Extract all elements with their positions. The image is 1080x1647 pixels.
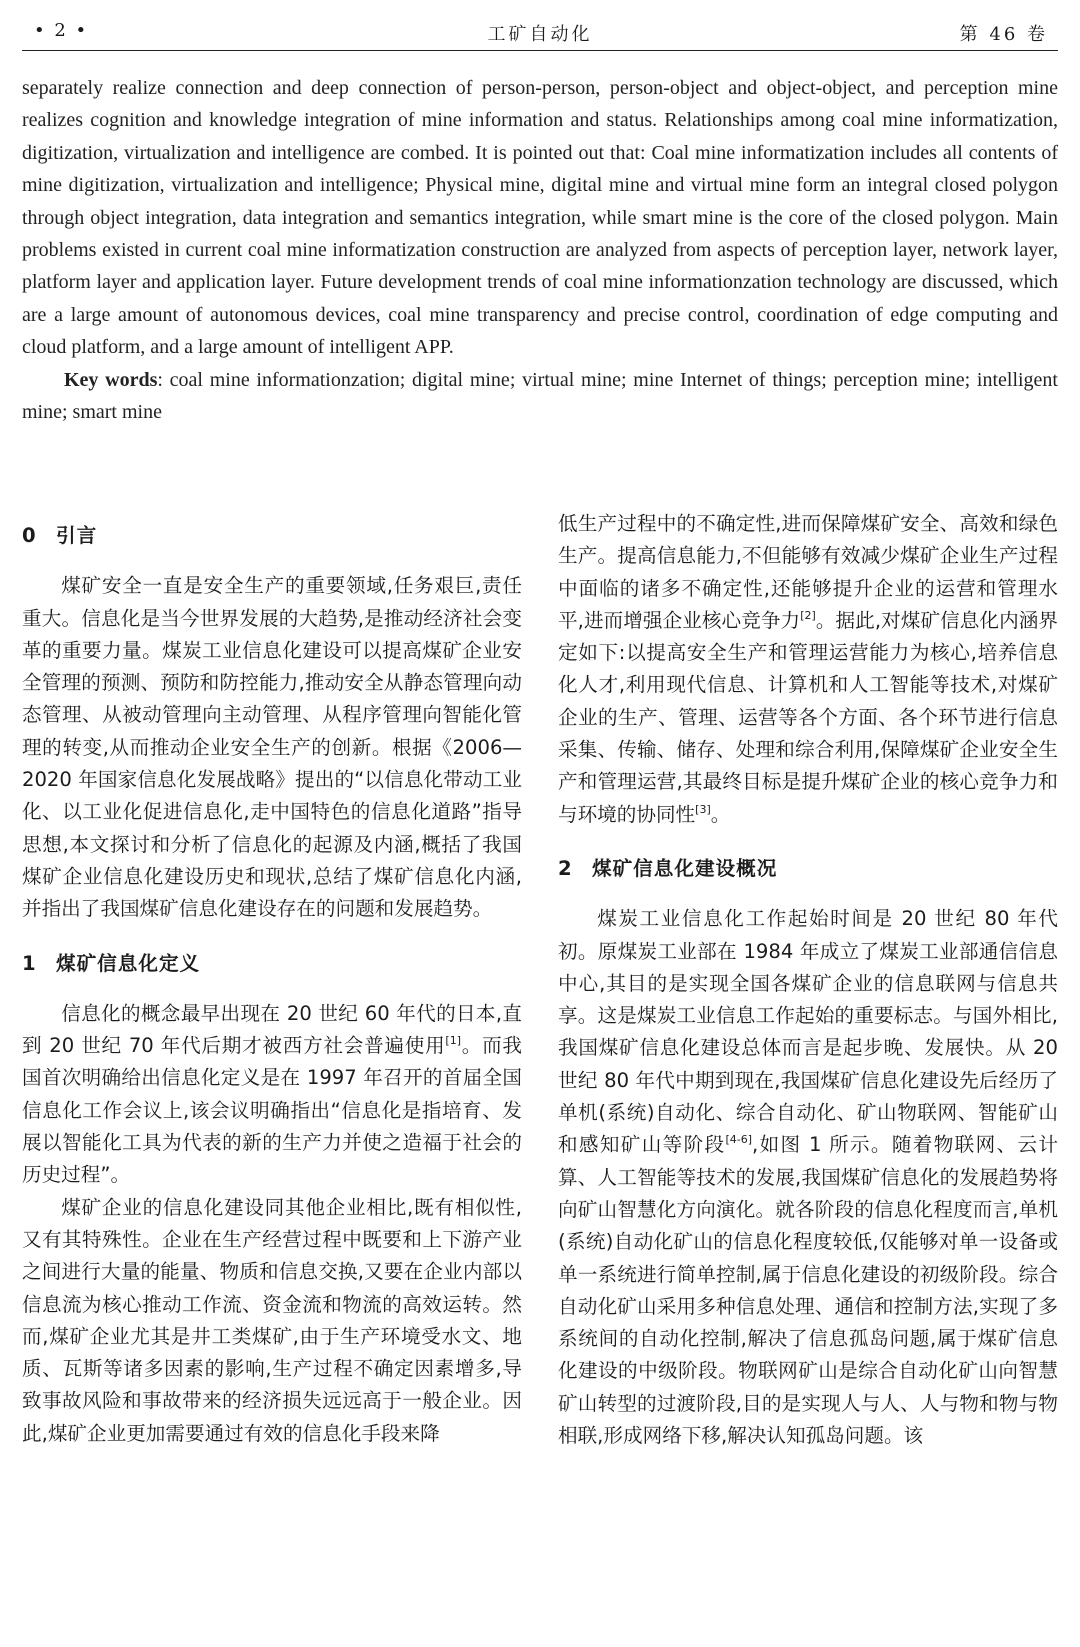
right-column [558, 508, 1058, 1452]
paragraph-text: 信息化的概念最早出现在 20 世纪 60 年代的日本,直到 20 世纪 70 年代后期才被西方社会普遍使用 [22, 1001, 522, 1058]
keywords-text: : coal mine informationzation; digital mine; virtual mine; mine Internet of things; perception mine; intelligent mine; smart mine [22, 368, 1058, 424]
continued-paragraph [558, 508, 1058, 831]
english-abstract [22, 72, 1058, 428]
section-title: 引言 [56, 524, 98, 547]
keywords-label: Key words [64, 368, 158, 391]
citation-ref: [1] [445, 1034, 461, 1048]
section-title: 煤矿信息化建设概况 [592, 856, 778, 880]
paragraph-text: 低生产过程中的不确定性,进而保障煤矿安全、高效和绿色生产。提高信息能力,不但能够有效减少煤矿企业生产过程中面临的诸多不确定性,还能够提升企业的运营和管理水平,进而增强企业核心竞争力 [558, 512, 1058, 632]
paragraph-text: 。据此,对煤矿信息化内涵界定如下:以提高安全生产和管理运营能力为核心,培养信息化人才,利用现代信息、计算机和人工智能等技术,对煤矿企业的生产、管理、运营等各个方面、各个环节进行信息采集、传输、储存、处理和综合利用,保障煤矿企业安全生产和管理运营,其最终目标是提升煤矿企业的核心竞争力和与环境的协同性 [558, 608, 1058, 826]
section-number: 2 [558, 856, 573, 880]
section-number: 1 [22, 951, 37, 975]
citation-ref: [3] [695, 802, 711, 816]
keywords [22, 364, 1058, 429]
citation-ref: [2] [800, 608, 816, 622]
paragraph-text: ,如图 1 所示。随着物联网、云计算、人工智能等技术的发展,我国煤矿信息化的发展趋势将向矿山智慧化方向演化。就各阶段的信息化程度而言,单机(系统)自动化矿山的信息化程度较低,仅能够对单一设备或单一系统进行简单控制,属于信息化建设的初级阶段。综合自动化矿山采用多种信息处理、通信和控制方法,实现了多系统间的自动化控制,解决了信息孤岛问题,属于煤矿信息化建设的中级阶段。物联网矿山是综合自动化矿山向智慧矿山转型的过渡阶段,目的是实现人与人、人与物和物与物相联,形成网络下移,解决认知孤岛问题。该 [558, 1133, 1058, 1448]
section-title: 煤矿信息化定义 [56, 951, 201, 975]
section-heading-2 [558, 853, 1058, 885]
definition-paragraph [22, 998, 522, 1192]
paragraph-text: 。而我国首次明确给出信息化定义是在 1997 年召开的首届全国信息化工作会议上,该会议明确指出“信息化是指培育、发展以智能化工具为代表的新的生产力并使之造福于社会的历史过程”。 [22, 1034, 523, 1187]
abstract-text: separately realize connection and deep connection of person-person, person-object and object-object, and perception mine realizes cognition and knowledge integration of mine information and status. Relationships among coal mine informatization, digitization, virtualization and intelligence are combed. It is pointed out that: Coal mine informatization includes all contents of mine digitization, virtualization and intelligence; Physical mine, digital mine and virtual mine form an integral closed polygon through object integration, data integration and semantics integration, while smart mine is the core of the closed polygon. Main problems existed in current coal mine informatization construction are analyzed from aspects of perception layer, network layer, platform layer and application layer. Future development trends of coal mine informationzation technology are discussed, which are a large amount of autonomous devices, coal mine transparency and precise control, coordination of edge computing and cloud platform, and a large amount of intelligent APP. [22, 77, 1058, 359]
page-number: • 2 • [34, 20, 89, 41]
section-heading-0 [22, 520, 522, 552]
section-heading-1 [22, 948, 522, 980]
journal-title: 工矿自动化 [487, 24, 593, 45]
volume-label: 第 46 卷 [959, 24, 1048, 45]
left-column [22, 508, 522, 1450]
intro-paragraph: 煤矿安全一直是安全生产的重要领域,任务艰巨,责任重大。信息化是当今世界发展的大趋势,是推动经济社会变革的重要力量。煤炭工业信息化建设可以提高煤矿企业安全管理的预测、预防和防控能力,推动安全从静态管理向动态管理、从被动管理向主动管理、从程序管理向智能化管理的转变,从而推动企业安全生产的创新。根据《2006—2020 年国家信息化发展战略》提出的“以信息化带动工业化、以工业化促进信息化,走中国特色的信息化道路”指导思想,本文探讨和分析了信息化的起源及内涵,概括了我国煤矿企业信息化建设历史和现状,总结了煤矿信息化内涵,并指出了我国煤矿信息化建设存在的问题和发展趋势。 [22, 574, 522, 921]
coal-enterprise-paragraph: 煤矿企业的信息化建设同其他企业相比,既有相似性,又有其特殊性。企业在生产经营过程中既要和上下游产业之间进行大量的能量、物质和信息交换,又要在企业内部以信息流为核心推动工作流、资金流和物流的高效运转。然而,煤矿企业尤其是井工类煤矿,由于生产环境受水文、地质、瓦斯等诸多因素的影响,生产过程不确定因素增多,导致事故风险和事故带来的经济损失远远高于一般企业。因此,煤矿企业更加需要通过有效的信息化手段来降 [22, 1195, 522, 1445]
paper-page [22, 0, 1058, 1647]
citation-ref: [4-6] [725, 1133, 753, 1147]
section-number: 0 [22, 524, 37, 547]
overview-paragraph [558, 903, 1058, 1452]
running-header [22, 18, 1058, 51]
paragraph-text: 。 [710, 802, 731, 826]
paragraph-text: 煤炭工业信息化工作起始时间是 20 世纪 80 年代初。原煤炭工业部在 1984 年成立了煤炭工业部通信信息中心,其目的是实现全国各煤矿企业的信息联网与信息共享。这是煤炭工业信息工作起始的重要标志。与国外相比,我国煤矿信息化建设总体而言是起步晚、发展快。从 20 世纪 80 年代中期到现在,我国煤矿信息化建设先后经历了单机(系统)自动化、综合自动化、矿山物联网、智能矿山和感知矿山等阶段 [558, 907, 1058, 1157]
